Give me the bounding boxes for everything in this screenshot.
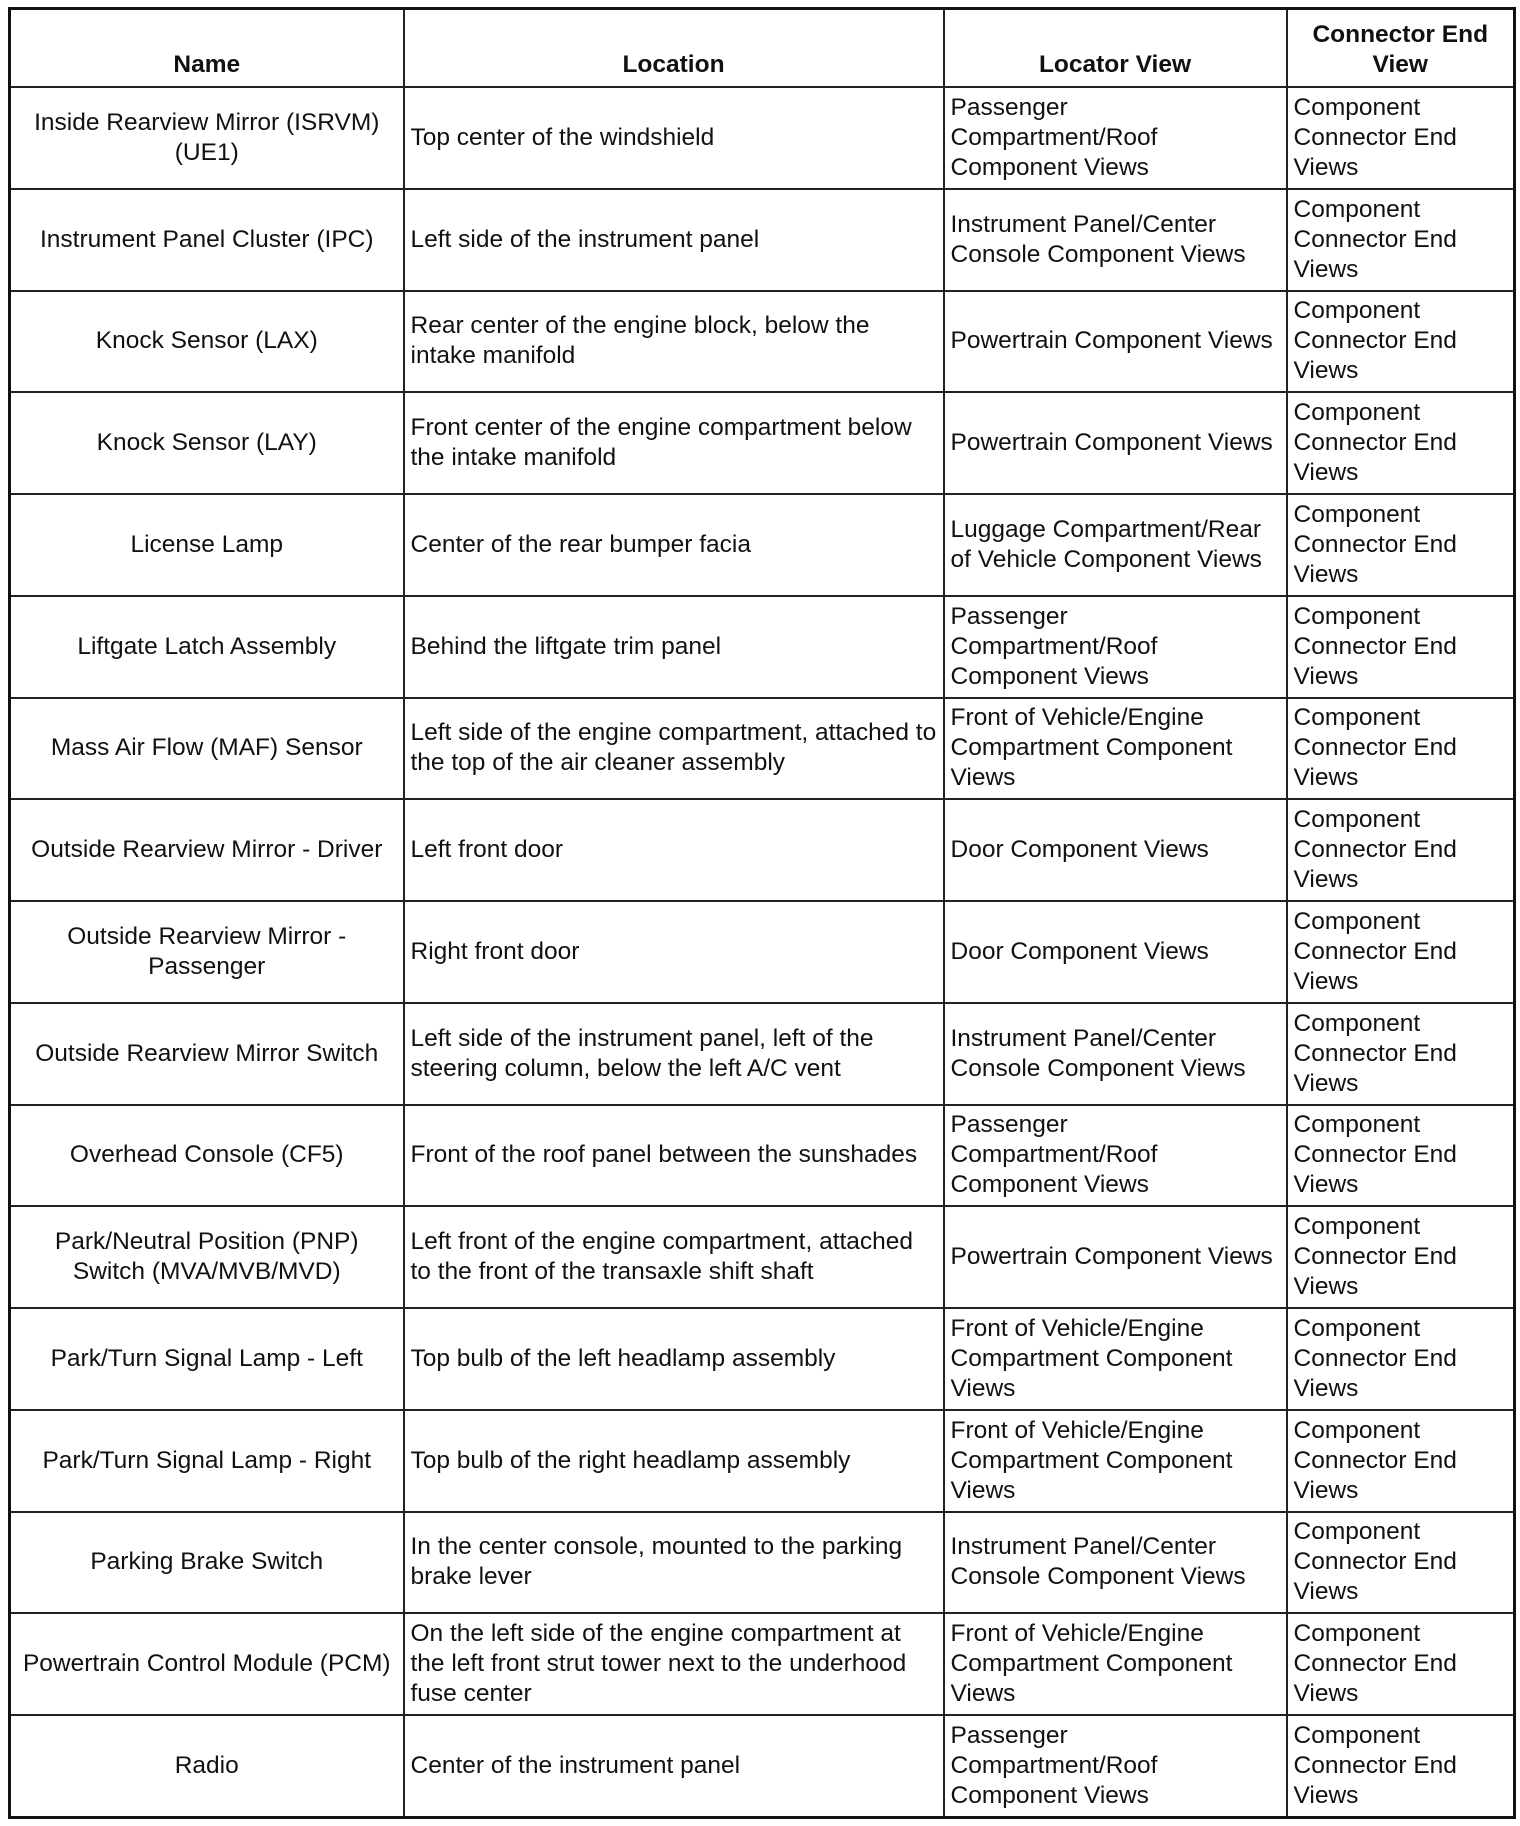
table-row xyxy=(10,392,1515,494)
table-row xyxy=(10,1003,1515,1105)
table-row xyxy=(10,189,1515,291)
cell-name: Powertrain Control Module (PCM) xyxy=(10,1613,404,1715)
cell-location: On the left side of the engine compartment at the left front strut tower next to the underhood fuse center xyxy=(404,1613,944,1715)
cell-location: Front center of the engine compartment below the intake manifold xyxy=(404,392,944,494)
cell-locator-view: Passenger Compartment/Roof Component Views xyxy=(944,1105,1287,1207)
table-row xyxy=(10,1410,1515,1512)
cell-connector-end-view: Component Connector End Views xyxy=(1287,291,1515,393)
cell-location: Top center of the windshield xyxy=(404,87,944,189)
table-header xyxy=(10,9,1515,88)
cell-locator-view: Front of Vehicle/Engine Compartment Component Views xyxy=(944,1410,1287,1512)
header-row xyxy=(10,9,1515,88)
header-name: Name xyxy=(10,9,404,88)
cell-location: Top bulb of the right headlamp assembly xyxy=(404,1410,944,1512)
cell-locator-view: Front of Vehicle/Engine Compartment Component Views xyxy=(944,1613,1287,1715)
table-row xyxy=(10,901,1515,1003)
cell-location: Left front door xyxy=(404,799,944,901)
cell-locator-view: Instrument Panel/Center Console Component Views xyxy=(944,1003,1287,1105)
cell-connector-end-view: Component Connector End Views xyxy=(1287,901,1515,1003)
cell-connector-end-view: Component Connector End Views xyxy=(1287,1308,1515,1410)
cell-name: Park/Turn Signal Lamp - Left xyxy=(10,1308,404,1410)
cell-name: Outside Rearview Mirror - Passenger xyxy=(10,901,404,1003)
cell-locator-view: Front of Vehicle/Engine Compartment Component Views xyxy=(944,1308,1287,1410)
table-row xyxy=(10,87,1515,189)
cell-locator-view: Instrument Panel/Center Console Component Views xyxy=(944,1512,1287,1614)
cell-location: Front of the roof panel between the sunshades xyxy=(404,1105,944,1207)
table-row xyxy=(10,698,1515,800)
cell-location: Left side of the instrument panel xyxy=(404,189,944,291)
table-row xyxy=(10,1105,1515,1207)
cell-name: Instrument Panel Cluster (IPC) xyxy=(10,189,404,291)
cell-connector-end-view: Component Connector End Views xyxy=(1287,698,1515,800)
cell-connector-end-view: Component Connector End Views xyxy=(1287,189,1515,291)
cell-location: Left side of the instrument panel, left of the steering column, below the left A/C vent xyxy=(404,1003,944,1105)
cell-name: Mass Air Flow (MAF) Sensor xyxy=(10,698,404,800)
cell-locator-view: Passenger Compartment/Roof Component Views xyxy=(944,596,1287,698)
cell-locator-view: Door Component Views xyxy=(944,799,1287,901)
cell-name: Liftgate Latch Assembly xyxy=(10,596,404,698)
cell-location: Top bulb of the left headlamp assembly xyxy=(404,1308,944,1410)
table-row xyxy=(10,799,1515,901)
cell-connector-end-view: Component Connector End Views xyxy=(1287,392,1515,494)
cell-locator-view: Powertrain Component Views xyxy=(944,1206,1287,1308)
cell-connector-end-view: Component Connector End Views xyxy=(1287,494,1515,596)
table-row xyxy=(10,1206,1515,1308)
cell-name: Knock Sensor (LAY) xyxy=(10,392,404,494)
table-row xyxy=(10,1613,1515,1715)
table-body xyxy=(10,87,1515,1818)
cell-name: Overhead Console (CF5) xyxy=(10,1105,404,1207)
component-locator-table xyxy=(8,7,1516,1819)
cell-connector-end-view: Component Connector End Views xyxy=(1287,1410,1515,1512)
cell-locator-view: Instrument Panel/Center Console Component Views xyxy=(944,189,1287,291)
cell-locator-view: Door Component Views xyxy=(944,901,1287,1003)
cell-location: Left front of the engine compartment, attached to the front of the transaxle shift shaft xyxy=(404,1206,944,1308)
cell-connector-end-view: Component Connector End Views xyxy=(1287,1206,1515,1308)
table-row xyxy=(10,494,1515,596)
cell-connector-end-view: Component Connector End Views xyxy=(1287,1105,1515,1207)
cell-connector-end-view: Component Connector End Views xyxy=(1287,799,1515,901)
cell-locator-view: Luggage Compartment/Rear of Vehicle Component Views xyxy=(944,494,1287,596)
header-location: Location xyxy=(404,9,944,88)
cell-location: Right front door xyxy=(404,901,944,1003)
cell-location: Center of the rear bumper facia xyxy=(404,494,944,596)
cell-location: Rear center of the engine block, below the intake manifold xyxy=(404,291,944,393)
header-locator-view: Locator View xyxy=(944,9,1287,88)
cell-name: Park/Turn Signal Lamp - Right xyxy=(10,1410,404,1512)
cell-name: Parking Brake Switch xyxy=(10,1512,404,1614)
cell-locator-view: Front of Vehicle/Engine Compartment Component Views xyxy=(944,698,1287,800)
table-row xyxy=(10,1512,1515,1614)
cell-name: Radio xyxy=(10,1715,404,1818)
cell-connector-end-view: Component Connector End Views xyxy=(1287,596,1515,698)
component-locator-sheet xyxy=(8,7,1513,1819)
cell-locator-view: Passenger Compartment/Roof Component Views xyxy=(944,87,1287,189)
table-row xyxy=(10,1715,1515,1818)
cell-connector-end-view: Component Connector End Views xyxy=(1287,87,1515,189)
cell-location: Behind the liftgate trim panel xyxy=(404,596,944,698)
cell-name: Knock Sensor (LAX) xyxy=(10,291,404,393)
cell-locator-view: Powertrain Component Views xyxy=(944,291,1287,393)
header-connector-end-view: Connector End View xyxy=(1287,9,1515,88)
table-row xyxy=(10,1308,1515,1410)
cell-connector-end-view: Component Connector End Views xyxy=(1287,1613,1515,1715)
table-row xyxy=(10,596,1515,698)
table-row xyxy=(10,291,1515,393)
cell-locator-view: Passenger Compartment/Roof Component Views xyxy=(944,1715,1287,1818)
cell-name: Park/Neutral Position (PNP) Switch (MVA/MVB/MVD) xyxy=(10,1206,404,1308)
cell-name: Inside Rearview Mirror (ISRVM) (UE1) xyxy=(10,87,404,189)
cell-location: Center of the instrument panel xyxy=(404,1715,944,1818)
cell-location: Left side of the engine compartment, attached to the top of the air cleaner assembly xyxy=(404,698,944,800)
cell-name: Outside Rearview Mirror Switch xyxy=(10,1003,404,1105)
cell-connector-end-view: Component Connector End Views xyxy=(1287,1003,1515,1105)
cell-connector-end-view: Component Connector End Views xyxy=(1287,1715,1515,1818)
cell-location: In the center console, mounted to the parking brake lever xyxy=(404,1512,944,1614)
cell-name: License Lamp xyxy=(10,494,404,596)
cell-locator-view: Powertrain Component Views xyxy=(944,392,1287,494)
cell-connector-end-view: Component Connector End Views xyxy=(1287,1512,1515,1614)
cell-name: Outside Rearview Mirror - Driver xyxy=(10,799,404,901)
